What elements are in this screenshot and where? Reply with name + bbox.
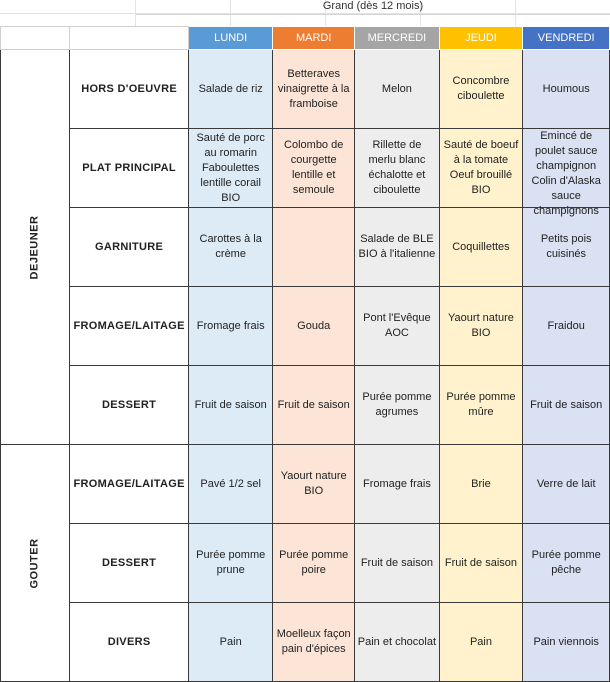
meal-text: Fruit de saison	[444, 556, 518, 569]
day-header-jeudi: JEUDI	[439, 27, 523, 50]
meal-text: Verre de lait	[536, 477, 596, 490]
meal-cell-mardi	[273, 287, 355, 366]
day-header-row	[1, 27, 610, 50]
meal-text: Salade de riz	[198, 82, 263, 95]
meal-text: Yaourt nature BIO	[448, 312, 514, 339]
menu-row	[1, 208, 610, 287]
meal-text: Fromage frais	[196, 319, 265, 332]
meal-cell-jeudi	[439, 50, 523, 129]
day-header-vendredi: VENDREDI	[523, 27, 610, 50]
meal-text: Purée pomme mûre	[446, 391, 516, 418]
menu-row	[1, 445, 610, 524]
meal-text: Fruit de saison	[530, 398, 603, 411]
meal-cell-mercredi	[355, 287, 439, 366]
section-gouter	[1, 445, 70, 682]
section-label: GOUTER	[28, 537, 41, 589]
corner-blank	[1, 27, 70, 50]
category-label: PLAT PRINCIPAL	[69, 129, 188, 208]
meal-text: Pavé 1/2 sel	[200, 477, 261, 490]
meal-text: Fruit de saison	[360, 556, 433, 569]
meal-cell-lundi	[189, 208, 273, 287]
meal-text: Pont l'Evêque AOC	[363, 312, 431, 339]
meal-text: Emincé de poulet sauce champignon Colin d'Alaska sauce champignons	[531, 130, 601, 217]
meal-cell-mercredi	[355, 208, 439, 287]
meal-cell-jeudi	[439, 603, 523, 682]
meal-cell-vendredi	[523, 603, 610, 682]
meal-text: Purée pomme pêche	[531, 549, 601, 576]
meal-cell-mardi	[273, 603, 355, 682]
menu-row	[1, 603, 610, 682]
meal-cell-mardi	[273, 208, 355, 287]
meal-cell-lundi	[189, 524, 273, 603]
meal-cell-lundi	[189, 129, 273, 208]
meal-cell-mercredi	[355, 524, 439, 603]
meal-text: Fromage frais	[362, 477, 431, 490]
meal-text: Pain	[469, 635, 492, 648]
meal-text: Carottes à la crème	[199, 233, 262, 260]
meal-cell-mercredi	[355, 603, 439, 682]
menu-body	[1, 50, 610, 682]
meal-cell-jeudi	[439, 287, 523, 366]
category-label: DIVERS	[69, 603, 188, 682]
meal-cell-vendredi	[523, 287, 610, 366]
meal-text: Purée pomme poire	[279, 549, 349, 576]
category-label: DESSERT	[69, 524, 188, 603]
meal-text: Brie	[471, 477, 491, 490]
menu-row	[1, 366, 610, 445]
category-label: HORS D'OEUVRE	[69, 50, 188, 129]
meal-text: Sauté de porc au romarin Faboulettes lentille corail BIO	[196, 131, 265, 204]
meal-text: Pain et chocolat	[357, 635, 437, 648]
menu-title: Grand (dès 12 mois)	[136, 0, 610, 15]
meal-cell-mardi	[273, 524, 355, 603]
menu-row	[1, 50, 610, 129]
section-dejeuner	[1, 50, 70, 445]
meal-text: Coquillettes	[452, 240, 510, 253]
meal-cell-vendredi	[523, 129, 610, 217]
menu-row	[1, 524, 610, 603]
meal-text: Concombre ciboulette	[452, 75, 510, 102]
day-header-mercredi: MERCREDI	[355, 27, 439, 50]
menu-row	[1, 129, 610, 208]
meal-text: Purée pomme prune	[196, 549, 266, 576]
meal-text: Purée pomme agrumes	[362, 391, 432, 418]
meal-cell-jeudi	[439, 524, 523, 603]
meal-text: Pain viennois	[533, 635, 599, 648]
day-header-mardi: MARDI	[273, 27, 355, 50]
meal-cell-lundi	[189, 287, 273, 366]
menu-row	[1, 287, 610, 366]
meal-cell-vendredi	[523, 50, 610, 129]
meal-text: Petits pois cuisinés	[540, 233, 592, 260]
meal-text: Sauté de boeuf à la tomate Oeuf brouillé BIO	[443, 139, 519, 196]
meal-text: Colombo de courgette lentille et semoule	[284, 139, 344, 196]
category-label: FROMAGE/LAITAGE	[69, 445, 188, 524]
meal-text: Rillette de merlu blanc échalotte et ciboulette	[368, 139, 426, 196]
meal-cell-jeudi	[439, 129, 523, 208]
meal-cell-lundi	[189, 603, 273, 682]
meal-cell-vendredi	[523, 524, 610, 603]
meal-text: Yaourt nature BIO	[280, 470, 347, 497]
meal-cell-mardi	[273, 445, 355, 524]
meal-cell-mercredi	[355, 445, 439, 524]
meal-text: Melon	[381, 82, 412, 95]
meal-text: Fruit de saison	[277, 398, 350, 411]
meal-cell-jeudi	[439, 366, 523, 445]
corner-blank	[69, 27, 188, 50]
meal-text: Fruit de saison	[194, 398, 267, 411]
meal-text: Fraidou	[547, 319, 585, 332]
meal-cell-vendredi	[523, 445, 610, 524]
meal-cell-mardi	[273, 129, 355, 208]
meal-text: Moelleux façon pain d'épices	[276, 628, 351, 655]
meal-text: Pain	[219, 635, 242, 648]
meal-text: Gouda	[297, 319, 331, 332]
meal-text: Betteraves vinaigrette à la framboise	[277, 67, 350, 110]
meal-text: Houmous	[542, 82, 590, 95]
meal-cell-vendredi	[523, 366, 610, 445]
meal-cell-lundi	[189, 50, 273, 129]
weekly-menu-table	[0, 26, 610, 682]
meal-cell-mardi	[273, 366, 355, 445]
meal-cell-mardi	[273, 50, 355, 129]
meal-cell-jeudi	[439, 445, 523, 524]
meal-cell-mercredi	[355, 129, 439, 208]
category-label: FROMAGE/LAITAGE	[69, 287, 188, 366]
meal-cell-mercredi	[355, 50, 439, 129]
category-label: DESSERT	[69, 366, 188, 445]
meal-cell-jeudi	[439, 208, 523, 287]
section-label: DEJEUNER	[28, 215, 41, 279]
category-label: GARNITURE	[69, 208, 188, 287]
meal-cell-lundi	[189, 445, 273, 524]
meal-cell-mercredi	[355, 366, 439, 445]
meal-cell-vendredi	[523, 208, 610, 287]
meal-text: Salade de BLE BIO à l'italienne	[358, 233, 436, 260]
day-header-lundi: LUNDI	[189, 27, 273, 50]
meal-cell-lundi	[189, 366, 273, 445]
